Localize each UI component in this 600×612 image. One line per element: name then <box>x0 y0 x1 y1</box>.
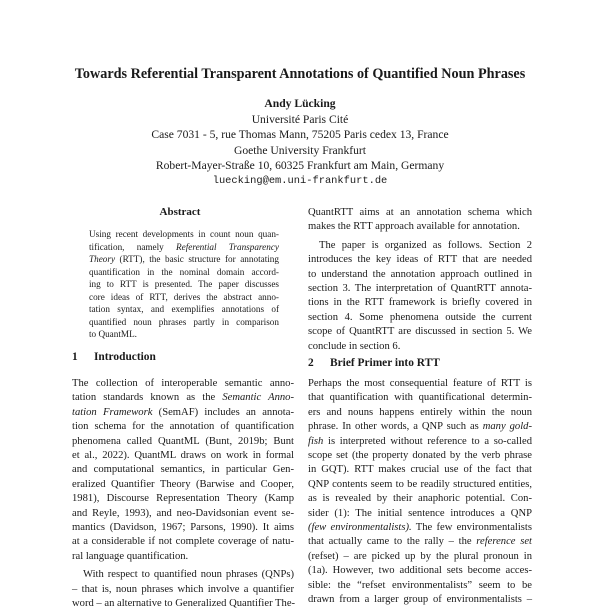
abstract-line: Using recent developments in count noun quan- <box>89 229 279 239</box>
abstract-line: quantified noun phrases partly in comparison <box>89 316 279 327</box>
text-line: ral language quantification. <box>72 550 189 562</box>
text-line: (1a). However, two additional sets become acces- <box>308 565 532 577</box>
author-block <box>0 96 600 190</box>
abstract-line: tification, namely Referential Transparency <box>89 241 279 252</box>
text-line: QNP contents seem to be readily structured entities, <box>308 478 532 490</box>
abstract-line: quantification in the nominal domain accord- <box>89 266 279 277</box>
text-line: sible: the “refset environmentalists” seem to be <box>308 579 532 591</box>
text-line: makes the RTT approach available for annotation. <box>308 221 520 233</box>
intro-continued-body <box>308 206 532 354</box>
text-line: introduces the key ideas of RTT that are needed <box>308 254 532 266</box>
text-line: With respect to quantified noun phrases (QNPs) <box>83 569 294 581</box>
abstract-line: core ideas of RTT, derives the abstract anno- <box>89 291 279 302</box>
text-line: section 4. Some phenomena outside the current <box>308 311 532 323</box>
text-line: – that is, noun phrases which involve a quantifier <box>72 583 294 595</box>
text-line: (few environmentalists). The few environmentalists <box>308 522 532 534</box>
affiliation-line: Case 7031 - 5, rue Thomas Mann, 75205 Paris cedex 13, France <box>151 128 449 142</box>
text-line: word – an alternative to Generalized Quantifier The- <box>72 598 296 610</box>
text-line: Perhaps the most consequential feature of RTT is <box>308 378 532 389</box>
affiliation-line: Goethe University Frankfurt <box>233 143 366 157</box>
text-line: eralized Quantifier Theory (Barwise and Cooper, <box>72 478 294 490</box>
author-name: Andy Lücking <box>264 97 336 110</box>
introduction-body <box>72 377 294 612</box>
text-line: scope of QuantRTT are discussed in section 5. We <box>308 326 532 338</box>
abstract-line: tation syntax, and exemplifies annotations of <box>89 304 279 314</box>
text-line: and computational semantics, in particular Gen- <box>72 464 294 476</box>
section-heading-introduction: 1 Introduction <box>72 351 156 363</box>
text-line: sider (1): The initial sentence introduces a QNP <box>308 507 532 519</box>
text-line: ers and nouns happens entirely within the noun <box>308 406 532 418</box>
text-line: that actually came to the rally – the reference set <box>308 536 532 548</box>
text-line: to understand the annotation approach outlined in <box>308 268 532 280</box>
text-line: that quantification with quantificational determin- <box>308 392 532 404</box>
author-email: luecking@em.uni-frankfurt.de <box>212 174 388 187</box>
text-line: conclude in section 6. <box>308 340 401 352</box>
text-line: (refset) – are picked up by the plural pronoun in <box>308 550 532 562</box>
abstract-line: to QuantML. <box>89 329 137 339</box>
affiliation-line: Université Paris Cité <box>251 112 349 126</box>
text-line: drawn from a larger group of environmentalists – <box>308 594 532 606</box>
section-heading-primer: 2 Brief Primer into RTT <box>308 357 440 369</box>
text-line: 1981), Discourse Representation Theory (Kamp <box>72 493 294 505</box>
abstract-body <box>89 228 279 341</box>
text-line: et al., 2022). QuantML draws on work in formal <box>72 450 294 462</box>
text-line: mantics (Davidson, 1967; Parsons, 1990). It aims <box>72 522 294 534</box>
abstract-heading: Abstract <box>159 206 201 218</box>
text-line: fish is interpreted without reference to a so-called <box>308 435 532 447</box>
text-line: section 3. The interpretation of QuantRTT annota- <box>308 283 532 295</box>
text-line: tation Framework (SemAF) includes an annota- <box>72 406 294 418</box>
text-line: phrase. In other words, a QNP such as many gold- <box>308 421 532 433</box>
text-line: as is revealed by their anaphoric potential. Con- <box>308 493 532 505</box>
affiliation-line: Robert-Mayer-Straße 10, 60325 Frankfurt am Main, Germany <box>155 159 445 173</box>
text-line: phenomena called QuantML (Bunt, 2019b; Bunt <box>72 435 294 447</box>
text-line: QuantRTT aims at an annotation schema which <box>308 207 532 218</box>
text-line: tation standards known as the Semantic Anno- <box>72 392 294 404</box>
text-line: The paper is organized as follows. Section 2 <box>319 239 532 251</box>
text-line: tion schema for the annotation of quantification <box>72 421 294 433</box>
text-line: at a considerable if not complete coverage of natu- <box>72 536 294 548</box>
text-line: scope set (the property donated by the verb phrase <box>308 450 532 462</box>
abstract-line: Theory (RTT), the basic structure for annotating <box>89 254 279 264</box>
paper-title: Towards Referential Transparent Annotations of Quantified Noun Phrases <box>74 66 526 82</box>
abstract-line: ing to RTT is presented. The paper discusses <box>89 279 279 289</box>
primer-body <box>308 377 532 608</box>
text-line: and Reyle, 1993), and neo-Davidsonian event se- <box>72 507 294 519</box>
text-line: tions in the RTT framework is briefly covered in <box>308 297 532 309</box>
text-line: in GQT). RTT makes crucial use of the fact that <box>308 464 532 476</box>
text-line: The collection of interoperable semantic anno- <box>72 378 294 389</box>
